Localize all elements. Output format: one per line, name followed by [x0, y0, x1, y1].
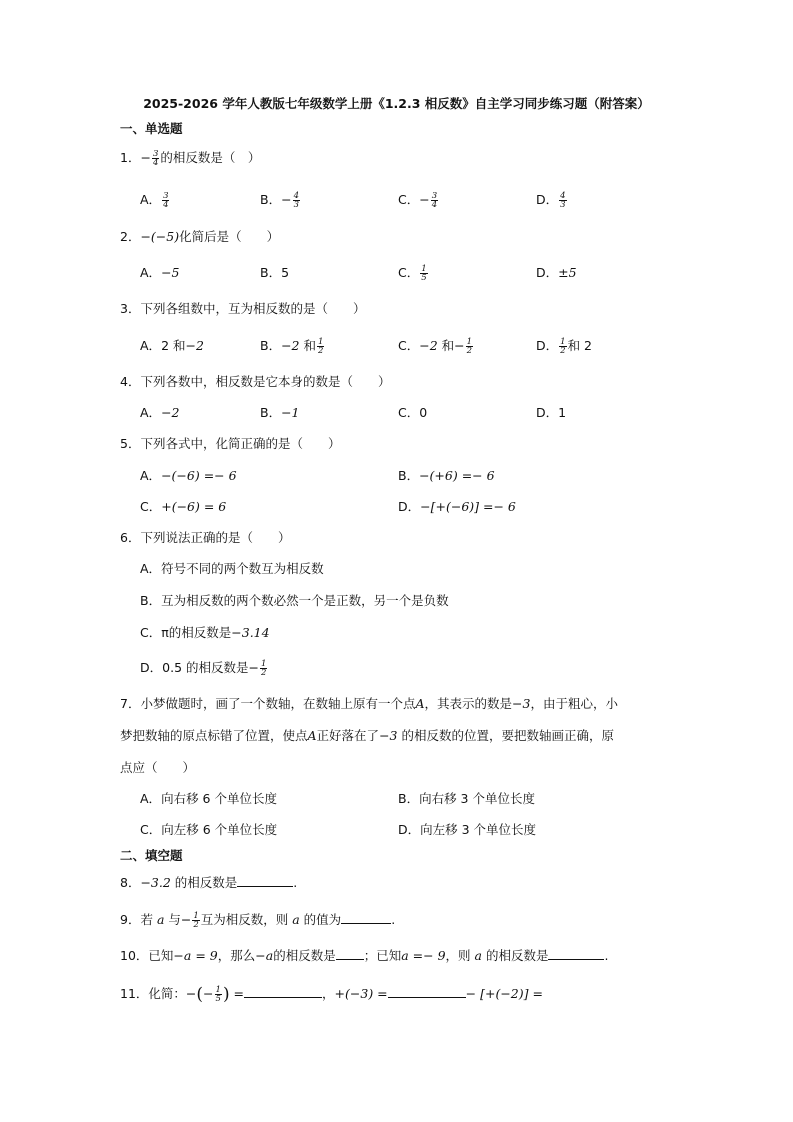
answer-blank[interactable]	[341, 911, 391, 924]
page-title: 2025-2026 学年人教版七年级数学上册《1.2.3 相反数》自主学习同步练习题（附答案）	[143, 96, 650, 111]
fraction: $\frac{3}{4}$	[152, 149, 159, 168]
question-11: 11．化简：−(− $\frac{1}{5}$ ) = ，+(−3) = − [+(−2)] =	[120, 984, 543, 1005]
question-number: 1．	[120, 150, 141, 165]
answer-blank[interactable]	[336, 947, 364, 960]
option-7b[interactable]: B．向右移 3 个单位长度	[398, 791, 535, 806]
option-7c[interactable]: C．向左移 6 个单位长度	[140, 822, 278, 837]
option-2a[interactable]: A．−5	[140, 265, 180, 280]
answer-blank[interactable]	[237, 874, 293, 887]
question-text: 的相反数是（ ）	[160, 150, 261, 165]
option-7a[interactable]: A．向右移 6 个单位长度	[140, 791, 277, 806]
question-5: 5．下列各式中，化简正确的是（ ）	[120, 436, 341, 451]
question-10: 10．已知−a = 9，那么−a的相反数是 ；已知a =− 9，则 a 的相反数是 .	[120, 948, 609, 963]
question-3: 3．下列各组数中，互为相反数的是（ ）	[120, 301, 366, 316]
option-6b[interactable]: B．互为相反数的两个数必然一个是正数，另一个是负数	[140, 593, 449, 608]
option-3c[interactable]: C．−2 和− $\frac{1}{2}$	[398, 337, 473, 356]
question-7-line-2: 梦把数轴的原点标错了位置，使点A正好落在了−3 的相反数的位置，要把数轴画正确，原	[120, 728, 614, 743]
option-3a[interactable]: A．2 和−2	[140, 338, 204, 353]
question-2: 2．−(−5)化简后是（ ）	[120, 229, 280, 244]
math-expression: −(−5)	[140, 229, 180, 244]
option-6d[interactable]: D．0.5 的相反数是− $\frac{1}{2}$	[140, 659, 267, 678]
option-5b[interactable]: B．−(+6) =− 6	[398, 468, 495, 483]
option-5d[interactable]: D．−[+(−6)] =− 6	[398, 499, 516, 514]
question-4: 4．下列各数中，相反数是它本身的数是（ ）	[120, 374, 391, 389]
option-1d[interactable]: D． $\frac{4}{3}$	[536, 191, 566, 210]
option-2b[interactable]: B．5	[260, 265, 290, 280]
option-3d[interactable]: D． $\frac{1}{2}$ 和 2	[536, 337, 592, 356]
question-7-line-3: 点应（ ）	[120, 760, 196, 775]
option-1c[interactable]: C．− $\frac{3}{4}$	[398, 191, 438, 210]
answer-blank[interactable]	[244, 985, 322, 998]
option-4c[interactable]: C．0	[398, 405, 428, 420]
question-1	[120, 150, 260, 167]
option-5c[interactable]: C．+(−6) = 6	[140, 499, 227, 514]
question-7-line-1: 7．小梦做题时，画了一个数轴，在数轴上原有一个点A，其表示的数是−3，由于粗心，小	[120, 696, 618, 711]
option-4b[interactable]: B．−1	[260, 405, 300, 420]
option-7d[interactable]: D．向左移 3 个单位长度	[398, 822, 537, 837]
section-heading-fill: 二、填空题	[120, 848, 183, 863]
option-1a[interactable]: A． $\frac{3}{4}$	[140, 191, 169, 210]
option-5a[interactable]: A．−(−6) =− 6	[140, 468, 237, 483]
option-1b[interactable]: B．− $\frac{4}{3}$	[260, 191, 299, 210]
question-6: 6．下列说法正确的是（ ）	[120, 530, 291, 545]
math-sign: −	[140, 150, 151, 165]
question-8: 8．−3.2 的相反数是 .	[120, 875, 298, 890]
option-4d[interactable]: D．1	[536, 405, 567, 420]
answer-blank[interactable]	[548, 947, 604, 960]
question-9: 9．若 a 与− $\frac{1}{2}$ 互为相反数，则 a 的值为 .	[120, 911, 396, 930]
option-3b[interactable]: B．−2 和 $\frac{1}{2}$	[260, 337, 324, 356]
answer-blank[interactable]	[388, 985, 466, 998]
option-6c[interactable]: C．π的相反数是−3.14	[140, 625, 270, 640]
option-2d[interactable]: D．±5	[536, 265, 577, 280]
option-4a[interactable]: A．−2	[140, 405, 180, 420]
option-2c[interactable]: C． $\frac{1}{5}$	[398, 264, 427, 283]
section-heading-choice: 一、单选题	[120, 121, 183, 136]
option-6a[interactable]: A．符号不同的两个数互为相反数	[140, 561, 324, 576]
